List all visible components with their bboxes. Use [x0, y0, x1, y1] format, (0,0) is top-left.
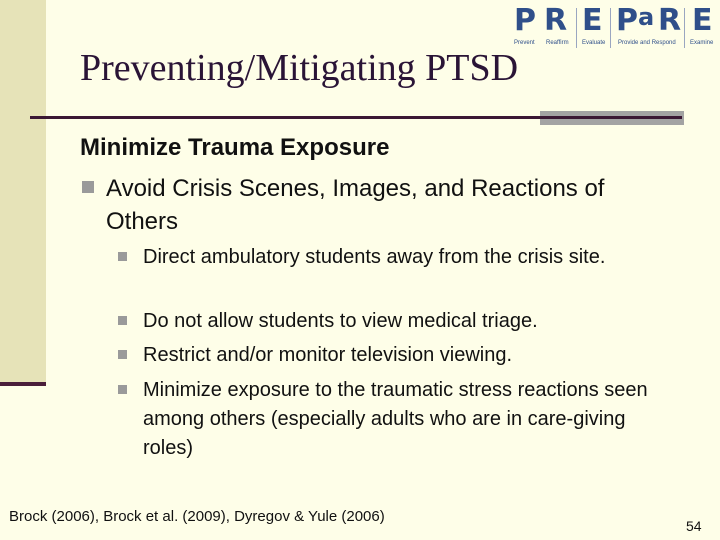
- logo-subtitle-examine: Examine: [690, 40, 714, 46]
- logo-letter-p: P: [514, 3, 536, 38]
- section-heading: Minimize Trauma Exposure: [80, 134, 390, 161]
- logo-letter-e2: E: [692, 3, 713, 38]
- sub-bullet-item: [118, 376, 678, 463]
- sub-bullet-text: Do not allow students to view medical triage.: [143, 310, 538, 332]
- logo-subtitle-provide: Provide and Respond: [618, 40, 676, 46]
- logo-separator: [684, 8, 685, 48]
- square-bullet-icon: [82, 181, 94, 193]
- sub-bullet-text: Restrict and/or monitor television viewing.: [143, 344, 513, 366]
- slide-title: Preventing/Mitigating PTSD: [80, 47, 519, 89]
- sub-bullet-item: [118, 243, 678, 272]
- left-band-divider: [0, 382, 46, 386]
- logo-letter-p2: P: [616, 3, 638, 38]
- square-bullet-icon: [118, 316, 127, 325]
- sub-bullet-item: [118, 307, 678, 336]
- level1-text: Avoid Crisis Scenes, Images, and Reactions of Others: [106, 175, 605, 235]
- logo-subtitle-prevent: Prevent: [514, 40, 535, 46]
- logo-subtitle-evaluate: Evaluate: [582, 40, 606, 46]
- square-bullet-icon: [118, 385, 127, 394]
- level1-item: [82, 172, 682, 238]
- logo-letter-r2: R: [658, 3, 682, 38]
- logo-letter-r: R: [544, 3, 568, 38]
- logo-separator: [576, 8, 577, 48]
- logo-separator: [610, 8, 611, 48]
- prepare-logo: [514, 4, 716, 48]
- square-bullet-icon: [118, 252, 127, 261]
- logo-letter-a: a: [638, 3, 655, 31]
- logo-letter-e: E: [582, 3, 603, 38]
- sub-bullet-item: [118, 341, 678, 370]
- title-underline: [30, 116, 682, 119]
- sub-bullet-text: Direct ambulatory students away from the crisis site.: [143, 246, 606, 268]
- logo-subtitle-reaffirm: Reaffirm: [546, 40, 569, 46]
- square-bullet-icon: [118, 350, 127, 359]
- citation: Brock (2006), Brock et al. (2009), Dyregov & Yule (2006): [9, 508, 385, 525]
- sub-bullet-text: Minimize exposure to the traumatic stress reactions seen among others (especially adults who are in care-giving roles): [143, 379, 648, 459]
- page-number: 54: [686, 518, 702, 534]
- left-decorative-band: [0, 0, 46, 385]
